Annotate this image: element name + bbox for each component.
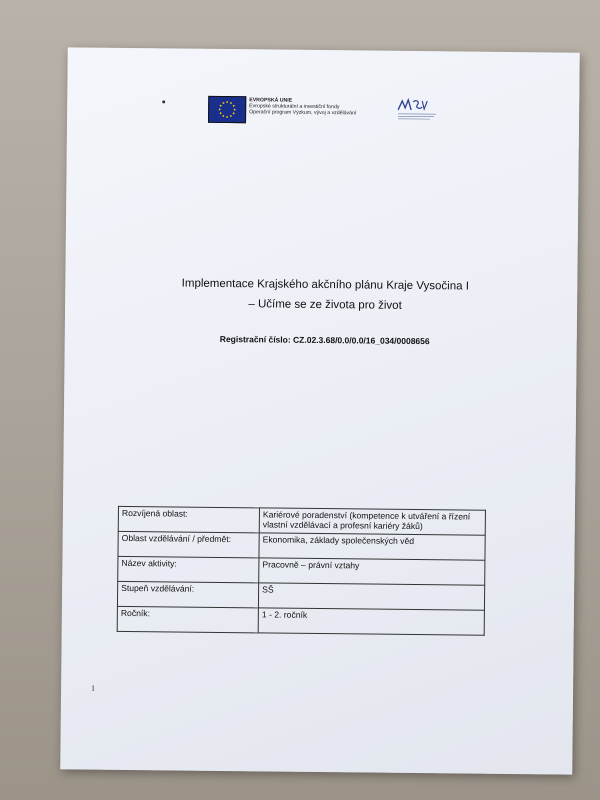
table-value: 1 - 2. ročník <box>258 608 484 635</box>
eu-star-icon <box>230 115 232 117</box>
eu-star-icon <box>234 109 236 111</box>
eu-star-icon <box>233 112 235 114</box>
eu-star-icon <box>220 112 222 114</box>
document-page <box>60 47 580 774</box>
eu-star-icon <box>230 102 232 104</box>
eu-star-icon <box>223 102 225 104</box>
table-label: Název aktivity: <box>118 556 259 582</box>
table-label: Stupeň vzdělávání: <box>117 581 258 607</box>
table-row <box>118 506 485 535</box>
table-label: Rozvíjená oblast: <box>118 506 259 532</box>
document-title: Implementace Krajského akčního plánu Kraje Vysočina I <box>181 277 469 293</box>
eu-star-icon <box>226 116 228 118</box>
eu-text-line3: Operační program Výzkum, vývoj a vzdělávání <box>249 109 357 117</box>
msmt-logo-icon <box>394 96 440 122</box>
eu-star-icon <box>219 109 221 111</box>
table-label: Ročník: <box>117 606 258 632</box>
table-row <box>118 556 485 585</box>
table-row <box>117 581 484 610</box>
page-number: 1 <box>91 683 96 693</box>
table-value: Kariérové poradenství (kompetence k utváření a řízení vlastní vzdělávací a profesní kariéry žáků) <box>259 508 485 535</box>
table-value: Pracovně – právní vztahy <box>259 558 485 585</box>
eu-flag-icon <box>208 96 246 123</box>
eu-star-icon <box>220 105 222 107</box>
table-value: Ekonomika, základy společenských věd <box>259 533 485 560</box>
document-subtitle: – Učíme se ze života pro život <box>248 298 402 312</box>
table-row <box>118 531 485 560</box>
eu-text-line2: Evropské strukturální a investiční fondy <box>249 103 340 111</box>
eu-star-icon <box>222 115 224 117</box>
ink-dot <box>162 100 165 103</box>
table-row <box>117 606 484 635</box>
eu-star-icon <box>233 105 235 107</box>
eu-funding-text <box>249 97 409 117</box>
activity-info-table <box>117 506 486 636</box>
table-value: SŠ <box>258 583 484 610</box>
registration-number: Registrační číslo: CZ.02.3.68/0.0/0.0/16_034/0008656 <box>219 333 430 347</box>
eu-text-line1: EVROPSKÁ UNIE <box>249 97 293 104</box>
table-label: Oblast vzdělávání / předmět: <box>118 531 259 557</box>
eu-star-icon <box>226 101 228 103</box>
